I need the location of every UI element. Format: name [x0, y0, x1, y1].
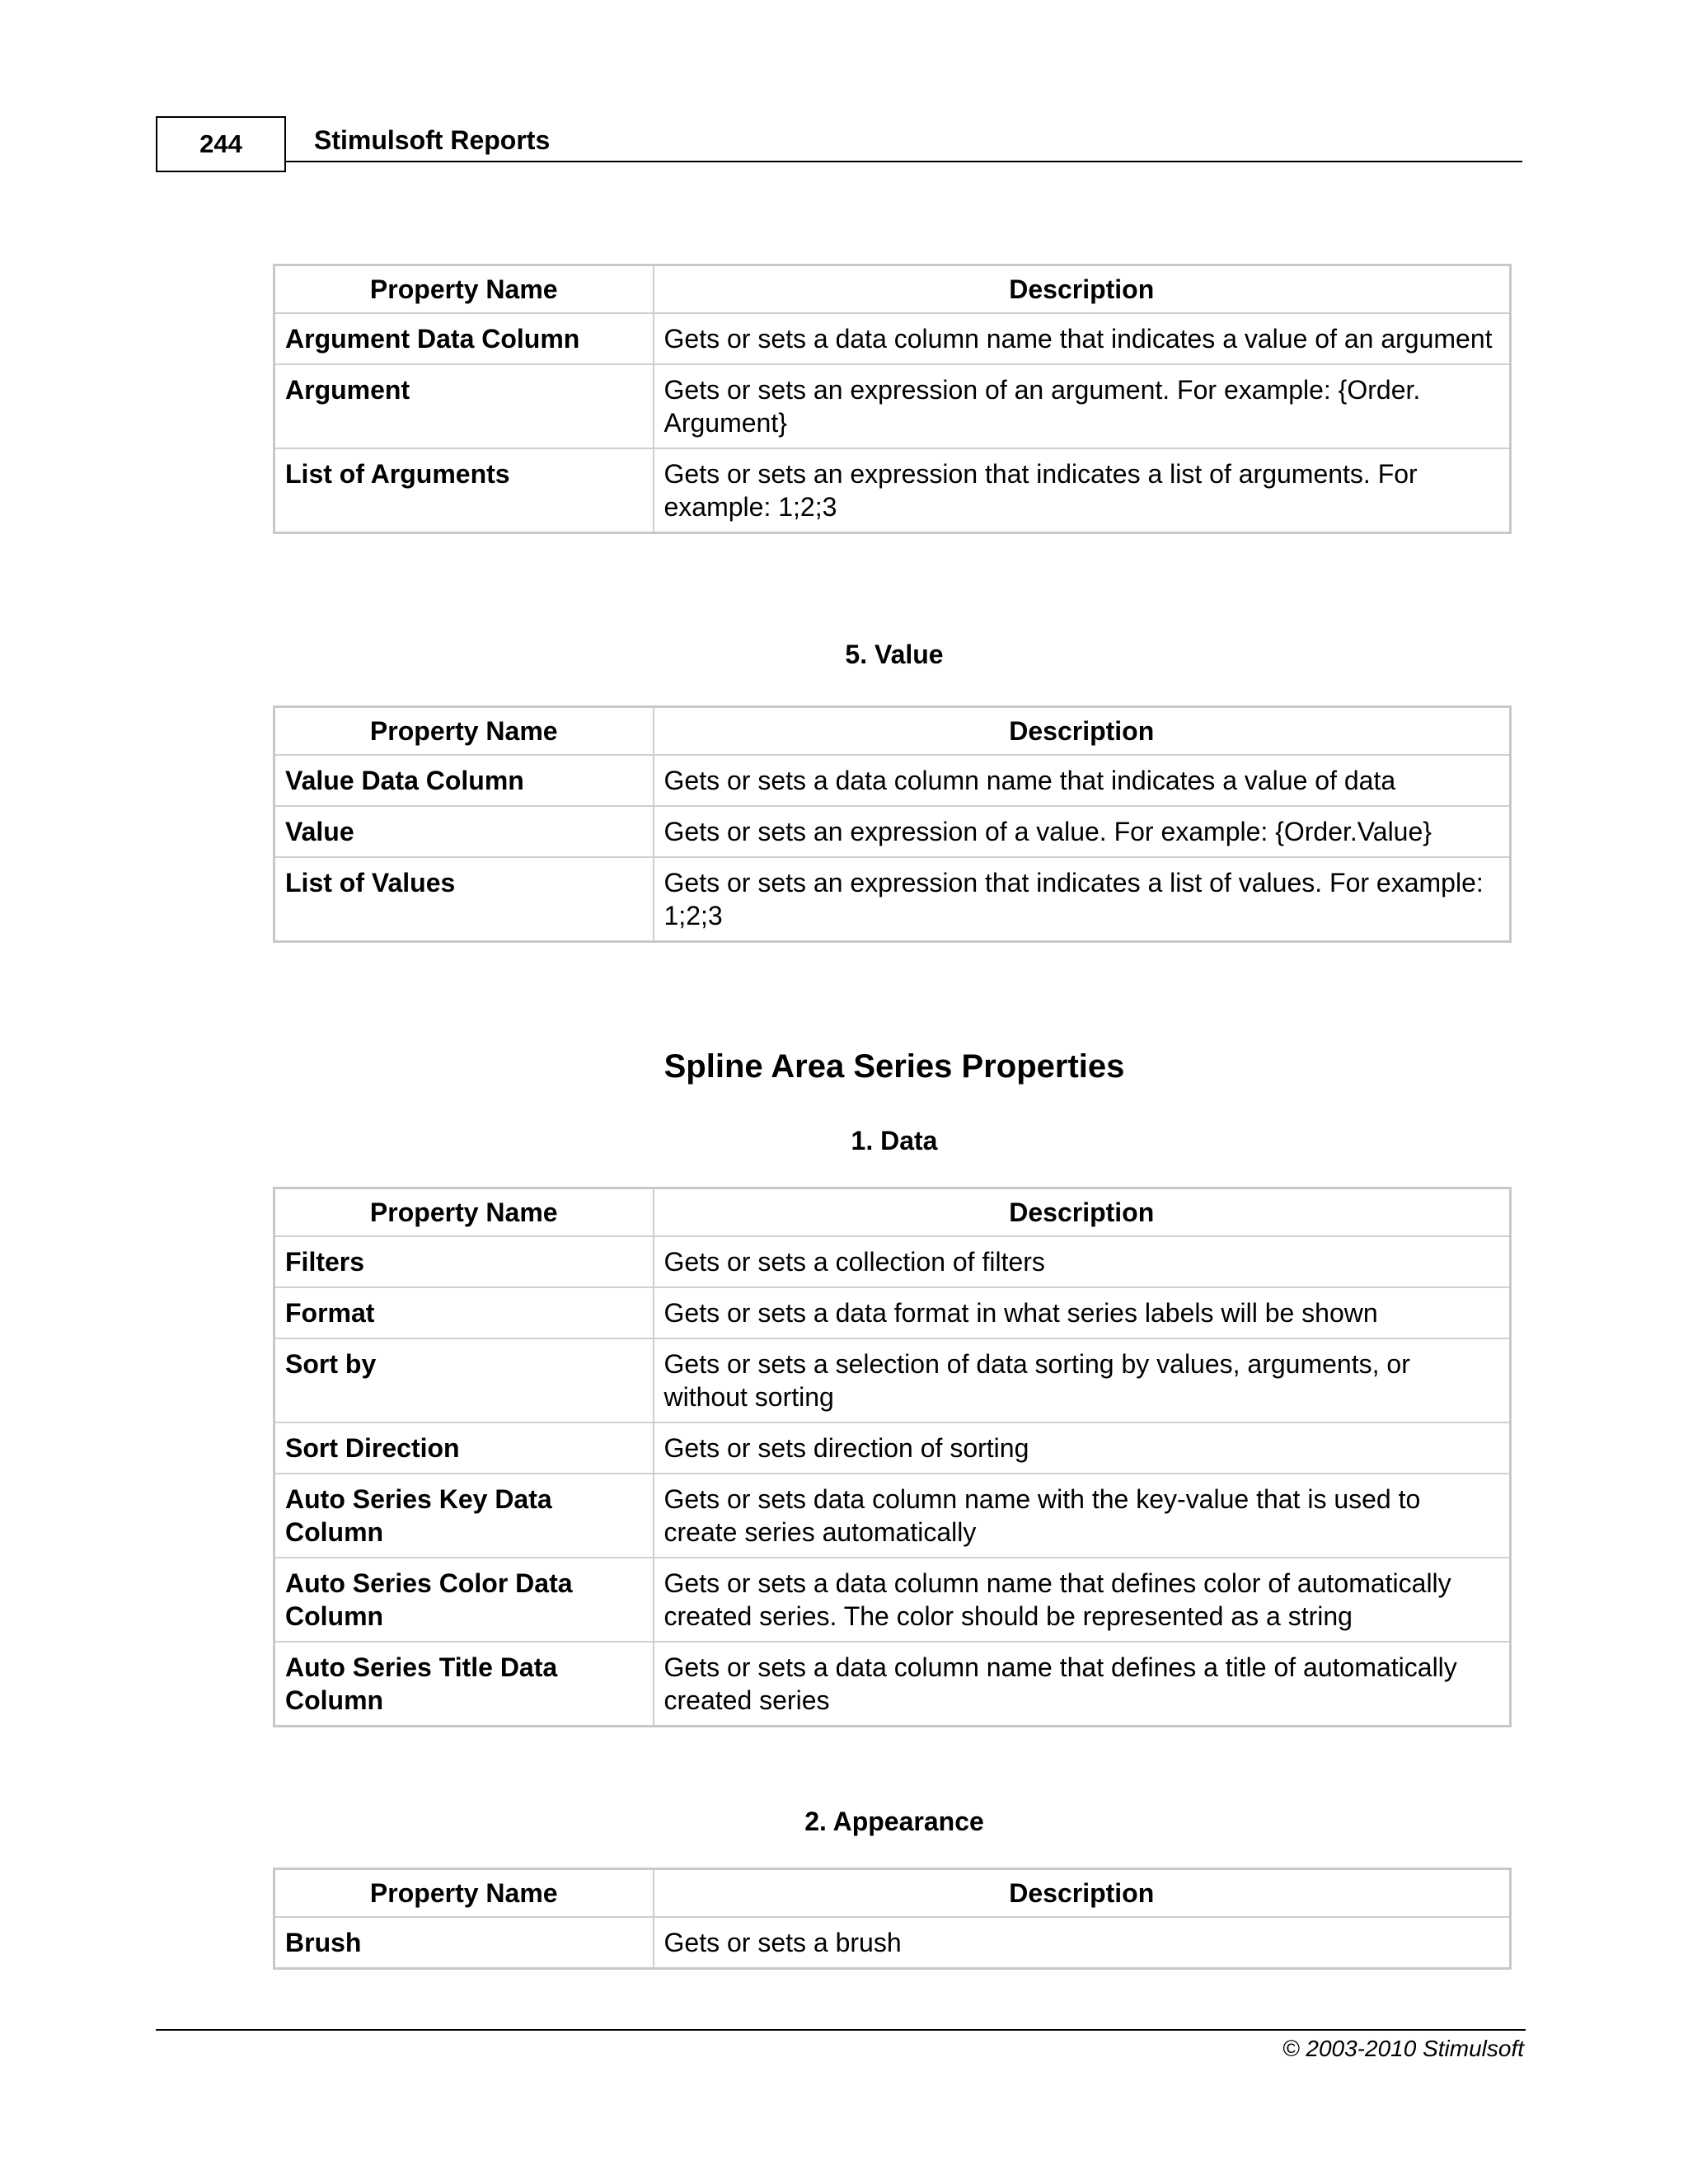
header-title: Stimulsoft Reports	[314, 125, 551, 155]
property-description: Gets or sets direction of sorting	[654, 1422, 1511, 1474]
value-properties-table	[273, 705, 1512, 943]
property-name: Sort by	[274, 1338, 654, 1422]
table-header-row	[274, 1869, 1511, 1918]
property-description: Gets or sets an expression that indicates a list of arguments. For example: 1;2;3	[654, 448, 1511, 533]
table-row	[274, 448, 1511, 533]
property-description: Gets or sets a brush	[654, 1917, 1511, 1969]
table-row	[274, 1287, 1511, 1338]
table-row	[274, 1917, 1511, 1969]
property-name: Value	[274, 806, 654, 857]
property-description: Gets or sets a selection of data sorting by values, arguments, or without sorting	[654, 1338, 1511, 1422]
property-name: Sort Direction	[274, 1422, 654, 1474]
property-name: Value Data Column	[274, 755, 654, 806]
property-name: Brush	[274, 1917, 654, 1969]
table-row	[274, 364, 1511, 448]
section-heading-data: 1. Data	[851, 1126, 938, 1155]
column-header-property-name: Property Name	[274, 265, 654, 314]
column-header-property-name: Property Name	[274, 1188, 654, 1237]
property-name: Format	[274, 1287, 654, 1338]
property-description: Gets or sets a collection of filters	[654, 1236, 1511, 1287]
column-header-description: Description	[654, 707, 1511, 756]
column-header-property-name: Property Name	[274, 707, 654, 756]
property-name: Argument	[274, 364, 654, 448]
property-description: Gets or sets a data column name that indicates a value of an argument	[654, 313, 1511, 364]
property-name: List of Values	[274, 857, 654, 942]
property-name: Auto Series Title Data Column	[274, 1642, 654, 1727]
table-row	[274, 1642, 1511, 1727]
table-header-row	[274, 265, 1511, 314]
table-header-row	[274, 707, 1511, 756]
table-row	[274, 1474, 1511, 1558]
page-number: 244	[156, 116, 286, 172]
property-description: Gets or sets a data format in what series labels will be shown	[654, 1287, 1511, 1338]
column-header-property-name: Property Name	[274, 1869, 654, 1918]
table-row	[274, 1236, 1511, 1287]
property-description: Gets or sets a data column name that defines a title of automatically created series	[654, 1642, 1511, 1727]
table-row	[274, 313, 1511, 364]
table-header-row	[274, 1188, 1511, 1237]
property-name: Auto Series Color Data Column	[274, 1558, 654, 1642]
property-name: Argument Data Column	[274, 313, 654, 364]
section-heading-appearance: 2. Appearance	[804, 1807, 984, 1836]
column-header-description: Description	[654, 265, 1511, 314]
argument-properties-table	[273, 264, 1512, 534]
page-title: Spline Area Series Properties	[663, 1048, 1125, 1085]
property-description: Gets or sets a data column name that indicates a value of data	[654, 755, 1511, 806]
table-row	[274, 1338, 1511, 1422]
property-description: Gets or sets an expression of an argument. For example: {Order. Argument}	[654, 364, 1511, 448]
column-header-description: Description	[654, 1869, 1511, 1918]
appearance-properties-table	[273, 1868, 1512, 1970]
property-description: Gets or sets data column name with the key-value that is used to create series automatically	[654, 1474, 1511, 1558]
property-description: Gets or sets an expression that indicates a list of values. For example: 1;2;3	[654, 857, 1511, 942]
property-name: Filters	[274, 1236, 654, 1287]
table-row	[274, 1422, 1511, 1474]
table-row	[274, 857, 1511, 942]
property-description: Gets or sets an expression of a value. For example: {Order.Value}	[654, 806, 1511, 857]
header-rule	[286, 161, 1522, 162]
section-heading-value: 5. Value	[845, 640, 944, 669]
table-row	[274, 755, 1511, 806]
property-description: Gets or sets a data column name that defines color of automatically created series. The color should be represented as a string	[654, 1558, 1511, 1642]
table-row	[274, 806, 1511, 857]
data-properties-table	[273, 1187, 1512, 1727]
property-name: List of Arguments	[274, 448, 654, 533]
footer-copyright: © 2003-2010 Stimulsoft	[1282, 2036, 1524, 2061]
table-row	[274, 1558, 1511, 1642]
footer-rule	[156, 2029, 1526, 2031]
property-name: Auto Series Key Data Column	[274, 1474, 654, 1558]
column-header-description: Description	[654, 1188, 1511, 1237]
